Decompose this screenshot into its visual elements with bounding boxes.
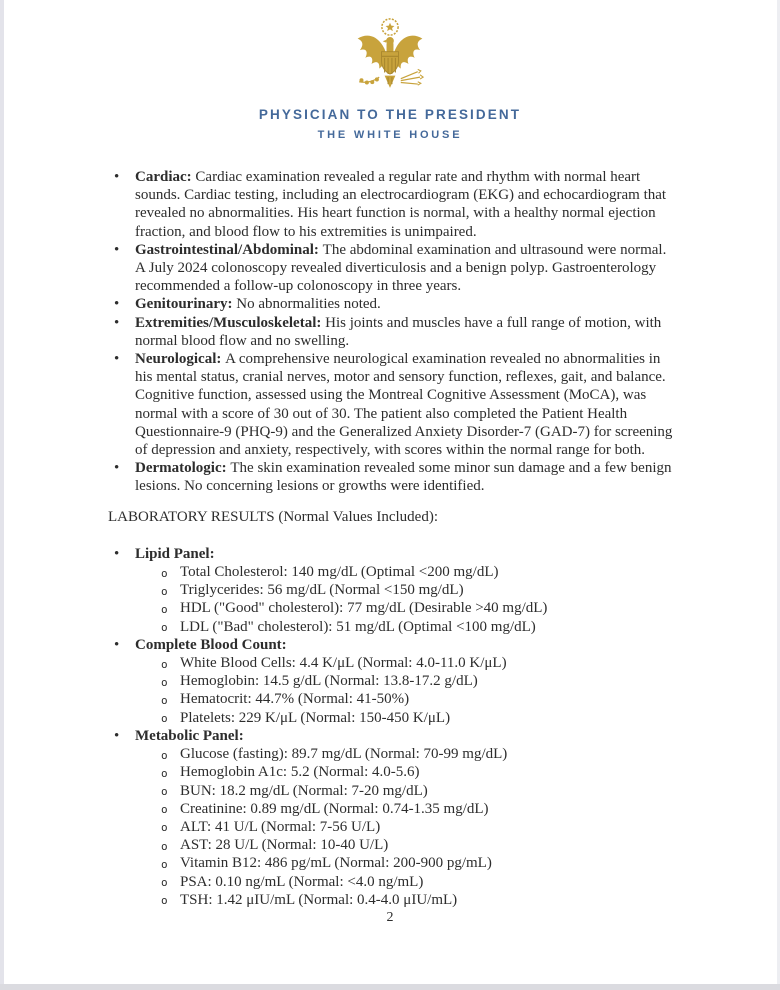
lab-item bbox=[160, 581, 678, 599]
exam-item-label: Neurological: bbox=[135, 351, 222, 368]
lab-item-text: Triglycerides: 56 mg/dL (Normal <150 mg/dL) bbox=[180, 582, 464, 599]
lab-item-text: AST: 28 U/L (Normal: 10-40 U/L) bbox=[180, 837, 389, 854]
exam-bullet-item bbox=[113, 459, 678, 495]
exam-bullet-item bbox=[113, 241, 678, 296]
lab-panel-name: Lipid Panel: bbox=[135, 545, 215, 562]
lab-item bbox=[160, 800, 678, 818]
exam-item-text: Cardiac examination revealed a regular rate and rhythm with normal heart sounds. Cardiac testing, including an electrocardiogram (EKG) and echocardiogram that revealed no abnormalities. His heart function is normal, with a healthy normal ejection fraction, and blood flow to his extremities is unimpaired. bbox=[135, 169, 667, 240]
exam-item-text: The abdominal examination and ultrasound were normal. A July 2024 colonoscopy revealed diverticulosis and a benign polyp. Gastroenterology recommended a follow-up colonoscopy in three years. bbox=[135, 241, 667, 295]
letterhead-title: PHYSICIAN TO THE PRESIDENT bbox=[258, 107, 522, 122]
exam-item-label: Genitourinary: bbox=[135, 296, 233, 313]
document-body bbox=[108, 168, 678, 909]
lab-item-text: TSH: 1.42 μIU/mL (Normal: 0.4-4.0 μIU/mL) bbox=[180, 891, 458, 908]
letterhead bbox=[0, 0, 780, 141]
seal-container bbox=[0, 12, 780, 96]
lab-item bbox=[160, 891, 678, 909]
lab-item-text: White Blood Cells: 4.4 K/μL (Normal: 4.0-11.0 K/μL) bbox=[180, 655, 507, 672]
lab-item-text: HDL ("Good" cholesterol): 77 mg/dL (Desirable >40 mg/dL) bbox=[180, 600, 548, 617]
exam-item-text: A comprehensive neurological examination revealed no abnormalities in his mental status, cranial nerves, motor and sensory function, reflexes, gait, and balance. Cognitive function, assessed using the Montreal Cognitive Assessment (MoCA), was normal with a score of 30 out of 30. The patient also completed the Patient Health Questionnaire-9 (PHQ-9) and the Generalized Anxiety Disorder-7 (GAD-7) for screening of depression and anxiety, respectively, with scores within the normal range for both. bbox=[135, 351, 673, 459]
lab-item-text: Total Cholesterol: 140 mg/dL (Optimal <200 mg/dL) bbox=[180, 564, 499, 581]
lab-item-text: BUN: 18.2 mg/dL (Normal: 7-20 mg/dL) bbox=[180, 782, 428, 799]
great-seal-icon bbox=[353, 12, 427, 96]
lab-item bbox=[160, 672, 678, 690]
lab-item bbox=[160, 818, 678, 836]
lab-item-text: PSA: 0.10 ng/mL (Normal: <4.0 ng/mL) bbox=[180, 873, 424, 890]
lab-panel-name: Complete Blood Count: bbox=[135, 636, 287, 653]
exam-bullet-item bbox=[113, 314, 678, 350]
exam-bullet-item bbox=[113, 168, 678, 241]
exam-item-label: Gastrointestinal/Abdominal: bbox=[135, 241, 319, 258]
exam-bullet-item bbox=[113, 295, 678, 313]
lab-panel-list bbox=[108, 545, 678, 909]
lab-item bbox=[160, 745, 678, 763]
lab-item-text: ALT: 41 U/L (Normal: 7-56 U/L) bbox=[180, 818, 381, 835]
lab-results-heading: LABORATORY RESULTS (Normal Values Included): bbox=[108, 508, 438, 525]
exam-item-text: The skin examination revealed some minor sun damage and a few benign lesions. No concerning lesions or growths were identified. bbox=[135, 460, 672, 495]
lab-item-text: Platelets: 229 K/μL (Normal: 150-450 K/μL) bbox=[180, 709, 451, 726]
lab-item-text: Vitamin B12: 486 pg/mL (Normal: 200-900 pg/mL) bbox=[180, 855, 492, 872]
page-edge-bottom bbox=[0, 984, 780, 990]
exam-item-label: Dermatologic: bbox=[135, 460, 227, 477]
lab-item-text: LDL ("Bad" cholesterol): 51 mg/dL (Optimal <100 mg/dL) bbox=[180, 618, 536, 635]
lab-item-text: Hemoglobin: 14.5 g/dL (Normal: 13.8-17.2 g/dL) bbox=[180, 673, 478, 690]
letterhead-subtitle: THE WHITE HOUSE bbox=[317, 129, 463, 141]
lab-item bbox=[160, 873, 678, 891]
exam-item-text: No abnormalities noted. bbox=[236, 296, 381, 313]
lab-item bbox=[160, 618, 678, 636]
lab-item bbox=[160, 836, 678, 854]
lab-item bbox=[160, 782, 678, 800]
lab-panel bbox=[113, 545, 678, 636]
lab-panel-name: Metabolic Panel: bbox=[135, 727, 244, 744]
exam-bullet-list bbox=[108, 168, 678, 496]
page-number: 2 bbox=[386, 910, 394, 925]
lab-item-list bbox=[135, 654, 678, 727]
lab-item bbox=[160, 854, 678, 872]
lab-item bbox=[160, 654, 678, 672]
lab-item-text: Hemoglobin A1c: 5.2 (Normal: 4.0-5.6) bbox=[180, 764, 420, 781]
lab-item-text: Creatinine: 0.89 mg/dL (Normal: 0.74-1.35 mg/dL) bbox=[180, 800, 489, 817]
lab-item-list bbox=[135, 745, 678, 909]
lab-item bbox=[160, 563, 678, 581]
exam-item-text: His joints and muscles have a full range of motion, with normal blood flow and no swelling. bbox=[135, 314, 662, 349]
lab-item-list bbox=[135, 563, 678, 636]
lab-item-text: Glucose (fasting): 89.7 mg/dL (Normal: 70-99 mg/dL) bbox=[180, 746, 508, 763]
exam-item-label: Extremities/Musculoskeletal: bbox=[135, 314, 322, 331]
lab-panel bbox=[113, 636, 678, 727]
lab-item-text: Hematocrit: 44.7% (Normal: 41-50%) bbox=[180, 691, 410, 708]
lab-item bbox=[160, 709, 678, 727]
lab-item bbox=[160, 763, 678, 781]
page-edge-left bbox=[0, 0, 4, 990]
lab-item bbox=[160, 599, 678, 617]
lab-panel bbox=[113, 727, 678, 909]
exam-bullet-item bbox=[113, 350, 678, 459]
exam-item-label: Cardiac: bbox=[135, 169, 192, 185]
lab-item bbox=[160, 690, 678, 708]
